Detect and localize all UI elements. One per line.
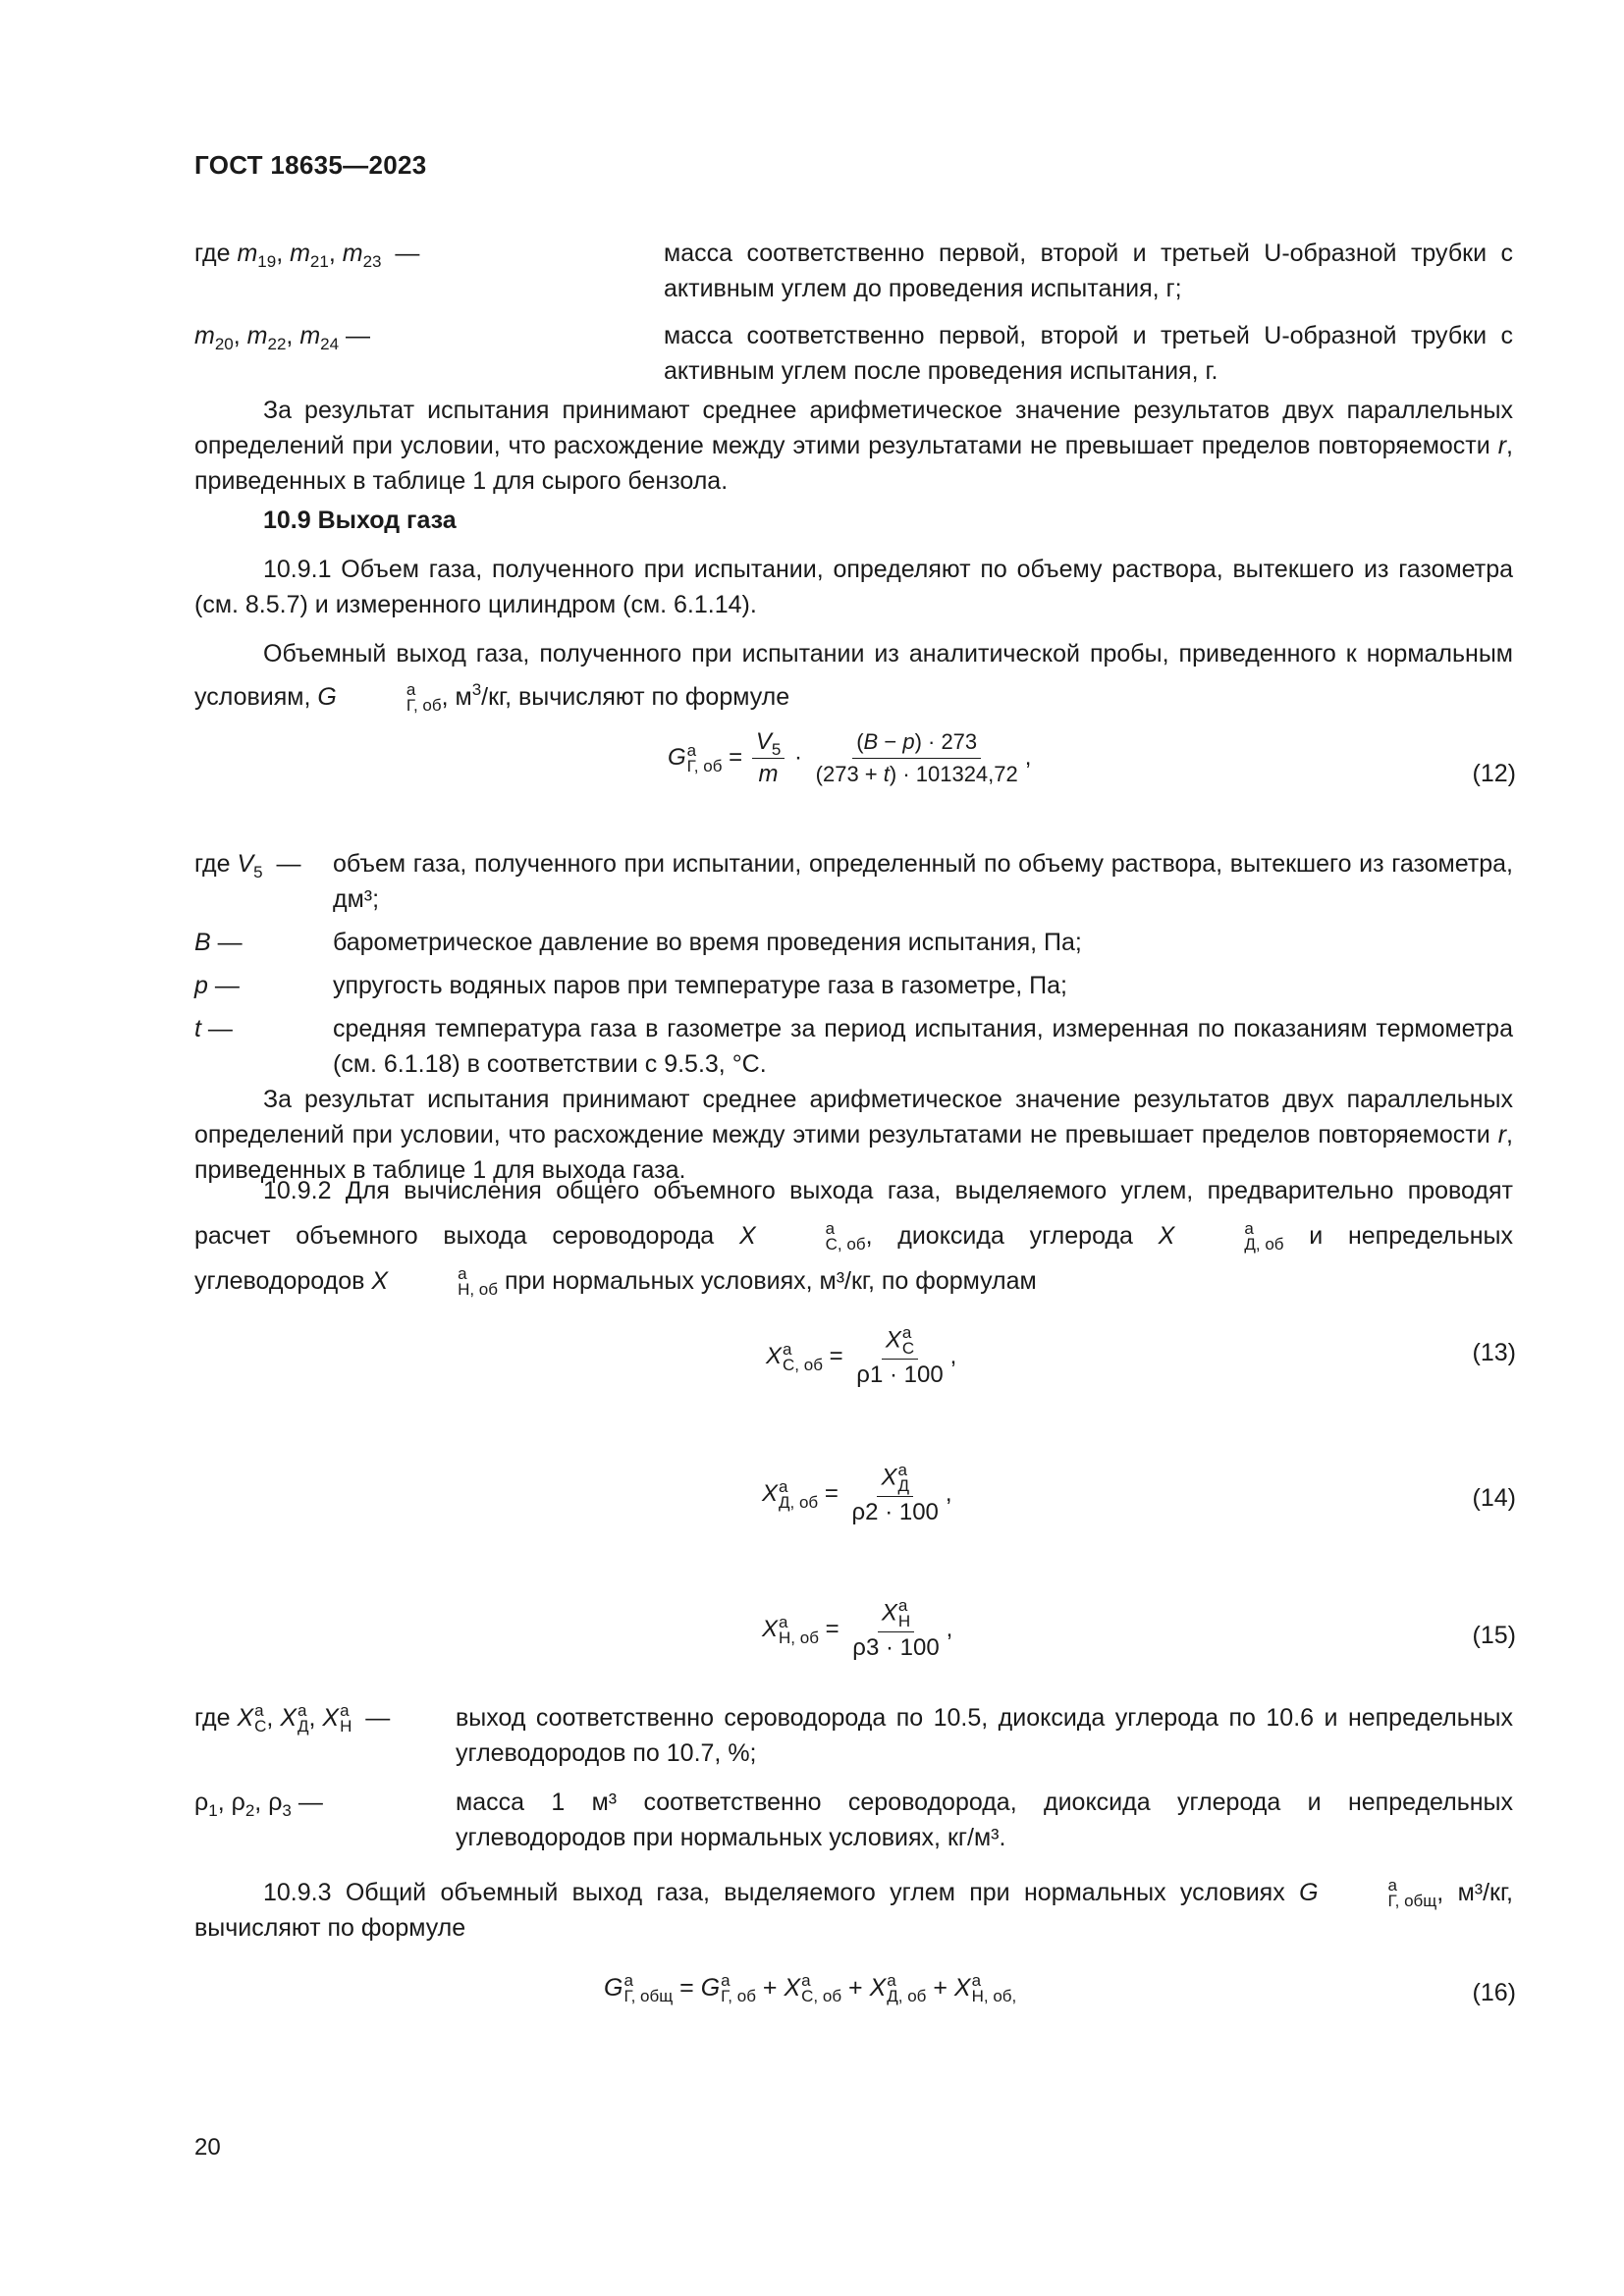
definition-row-rho: $\rho_1$, $\rho_2$, $\rho_3$ — масса 1 м³ соответственно сероводорода, диоксида углерода и непредельных углеводородов при нормальных условиях, кг/м³. [194, 1789, 1513, 1851]
equation-number-12: (12) [1472, 760, 1516, 787]
definition-row-v5: где $V_5$ — объем газа, полученного при испытании, определенный по объему раствора, вытекшего из газометра, дм³; [194, 850, 1513, 913]
paragraph-gas-yield: Объемный выход газа, полученного при испытании из аналитической пробы, приведенного к нормальным условиям, G а Г, об , $м^3/кг$, вычисляют по формуле [194, 640, 1513, 716]
equation-number-13: (13) [1472, 1339, 1516, 1366]
formula-16: G а Г, общ = G а Г, об + X а С, об + X а Д, об + X а Н, об, [604, 1971, 1017, 2006]
formula-15: X а Н, об = X а Н ρ3 · 100 , [762, 1596, 953, 1661]
definition-row-m20: $m_{20}$, $m_{22}$, $m_{24}$ — масса соответственно первой, второй и третьей U-образной трубки с активным углем после проведения испытания, г. [194, 322, 1513, 385]
result-paragraph-1: За результат испытания принимают среднее арифметическое значение результатов двух параллельных определений при условии, что расхождение между этими результатами не превышает пределов повторяемости r, приведенных в таблице 1 для сырого бензола. [194, 397, 1513, 495]
definition-row-x: где X а С , X а Д , X а Н — выход соответственно сероводорода по 10.5, диоксида углерода по 10.6 и непредельных углеводородов по 10.7, %; [194, 1701, 1513, 1767]
paragraph-10-9-2: 10.9.2 Для вычисления общего объемного выхода газа, выделяемого углем, предварительно проводят расчет объемного выхода сероводорода X а С, об , диоксида углерода X а Д, об и непредельных углеводородов X а Н, об при нормальных условиях, м³/кг, по формулам [194, 1177, 1514, 1300]
definition-row-p: p — упругость водяных паров при температуре газа в газометре, Па; [194, 972, 1067, 999]
definition-row-m19: где $m_{19}$, $m_{21}$, $m_{23}$ — масса соответственно первой, второй и третьей U-образной трубки с активным углем до проведения испытания, г; [194, 240, 1513, 302]
paragraph-10-9-3: 10.9.3 Общий объемный выход газа, выделяемого углем при нормальных условиях G а Г, общ , м³/кг, вычисляют по формуле [194, 1876, 1513, 1942]
result-paragraph-2: За результат испытания принимают среднее арифметическое значение результатов двух параллельных определений при условии, что расхождение между этими результатами не превышает пределов повторяемости r, приведенных в таблице 1 для выхода газа. [194, 1086, 1513, 1184]
definitions-block-15 [194, 1700, 1513, 1855]
formula-14: X а Д, об = X а Д ρ2 · 100 , [762, 1461, 952, 1525]
document-header: ГОСТ 18635—2023 [194, 150, 427, 180]
equation-number-14: (14) [1472, 1484, 1516, 1512]
equation-number-15: (15) [1472, 1622, 1516, 1649]
page-number: 20 [194, 2134, 221, 2161]
definition-row-b: B — барометрическое давление во время проведения испытания, Па; [194, 929, 1082, 956]
definition-row-t: t — средняя температура газа в газометре за период испытания, измеренная по показаниям термометра (см. 6.1.18) в соответствии с 9.5.3, °С. [194, 1015, 1513, 1078]
definitions-block-12 [194, 846, 1513, 1188]
paragraph-10-9-1: 10.9.1 Объем газа, полученного при испытании, определяют по объему раствора, вытекшего из газометра (см. 8.5.7) и измеренного цилиндром (см. 6.1.14). [194, 556, 1513, 618]
formula-12: G а Г, об = $\frac{V_5}{m}$ · $\frac{(B - p) \cdot 273}{(273 + t) \cdot 101324,72}$ , [668, 728, 1032, 787]
equation-number-16: (16) [1472, 1979, 1516, 2006]
definitions-block-1 [194, 236, 1513, 499]
section-heading: 10.9 Выход газа [263, 507, 457, 534]
formula-13: X а С, об = X а С ρ1 · 100 , [766, 1323, 957, 1388]
